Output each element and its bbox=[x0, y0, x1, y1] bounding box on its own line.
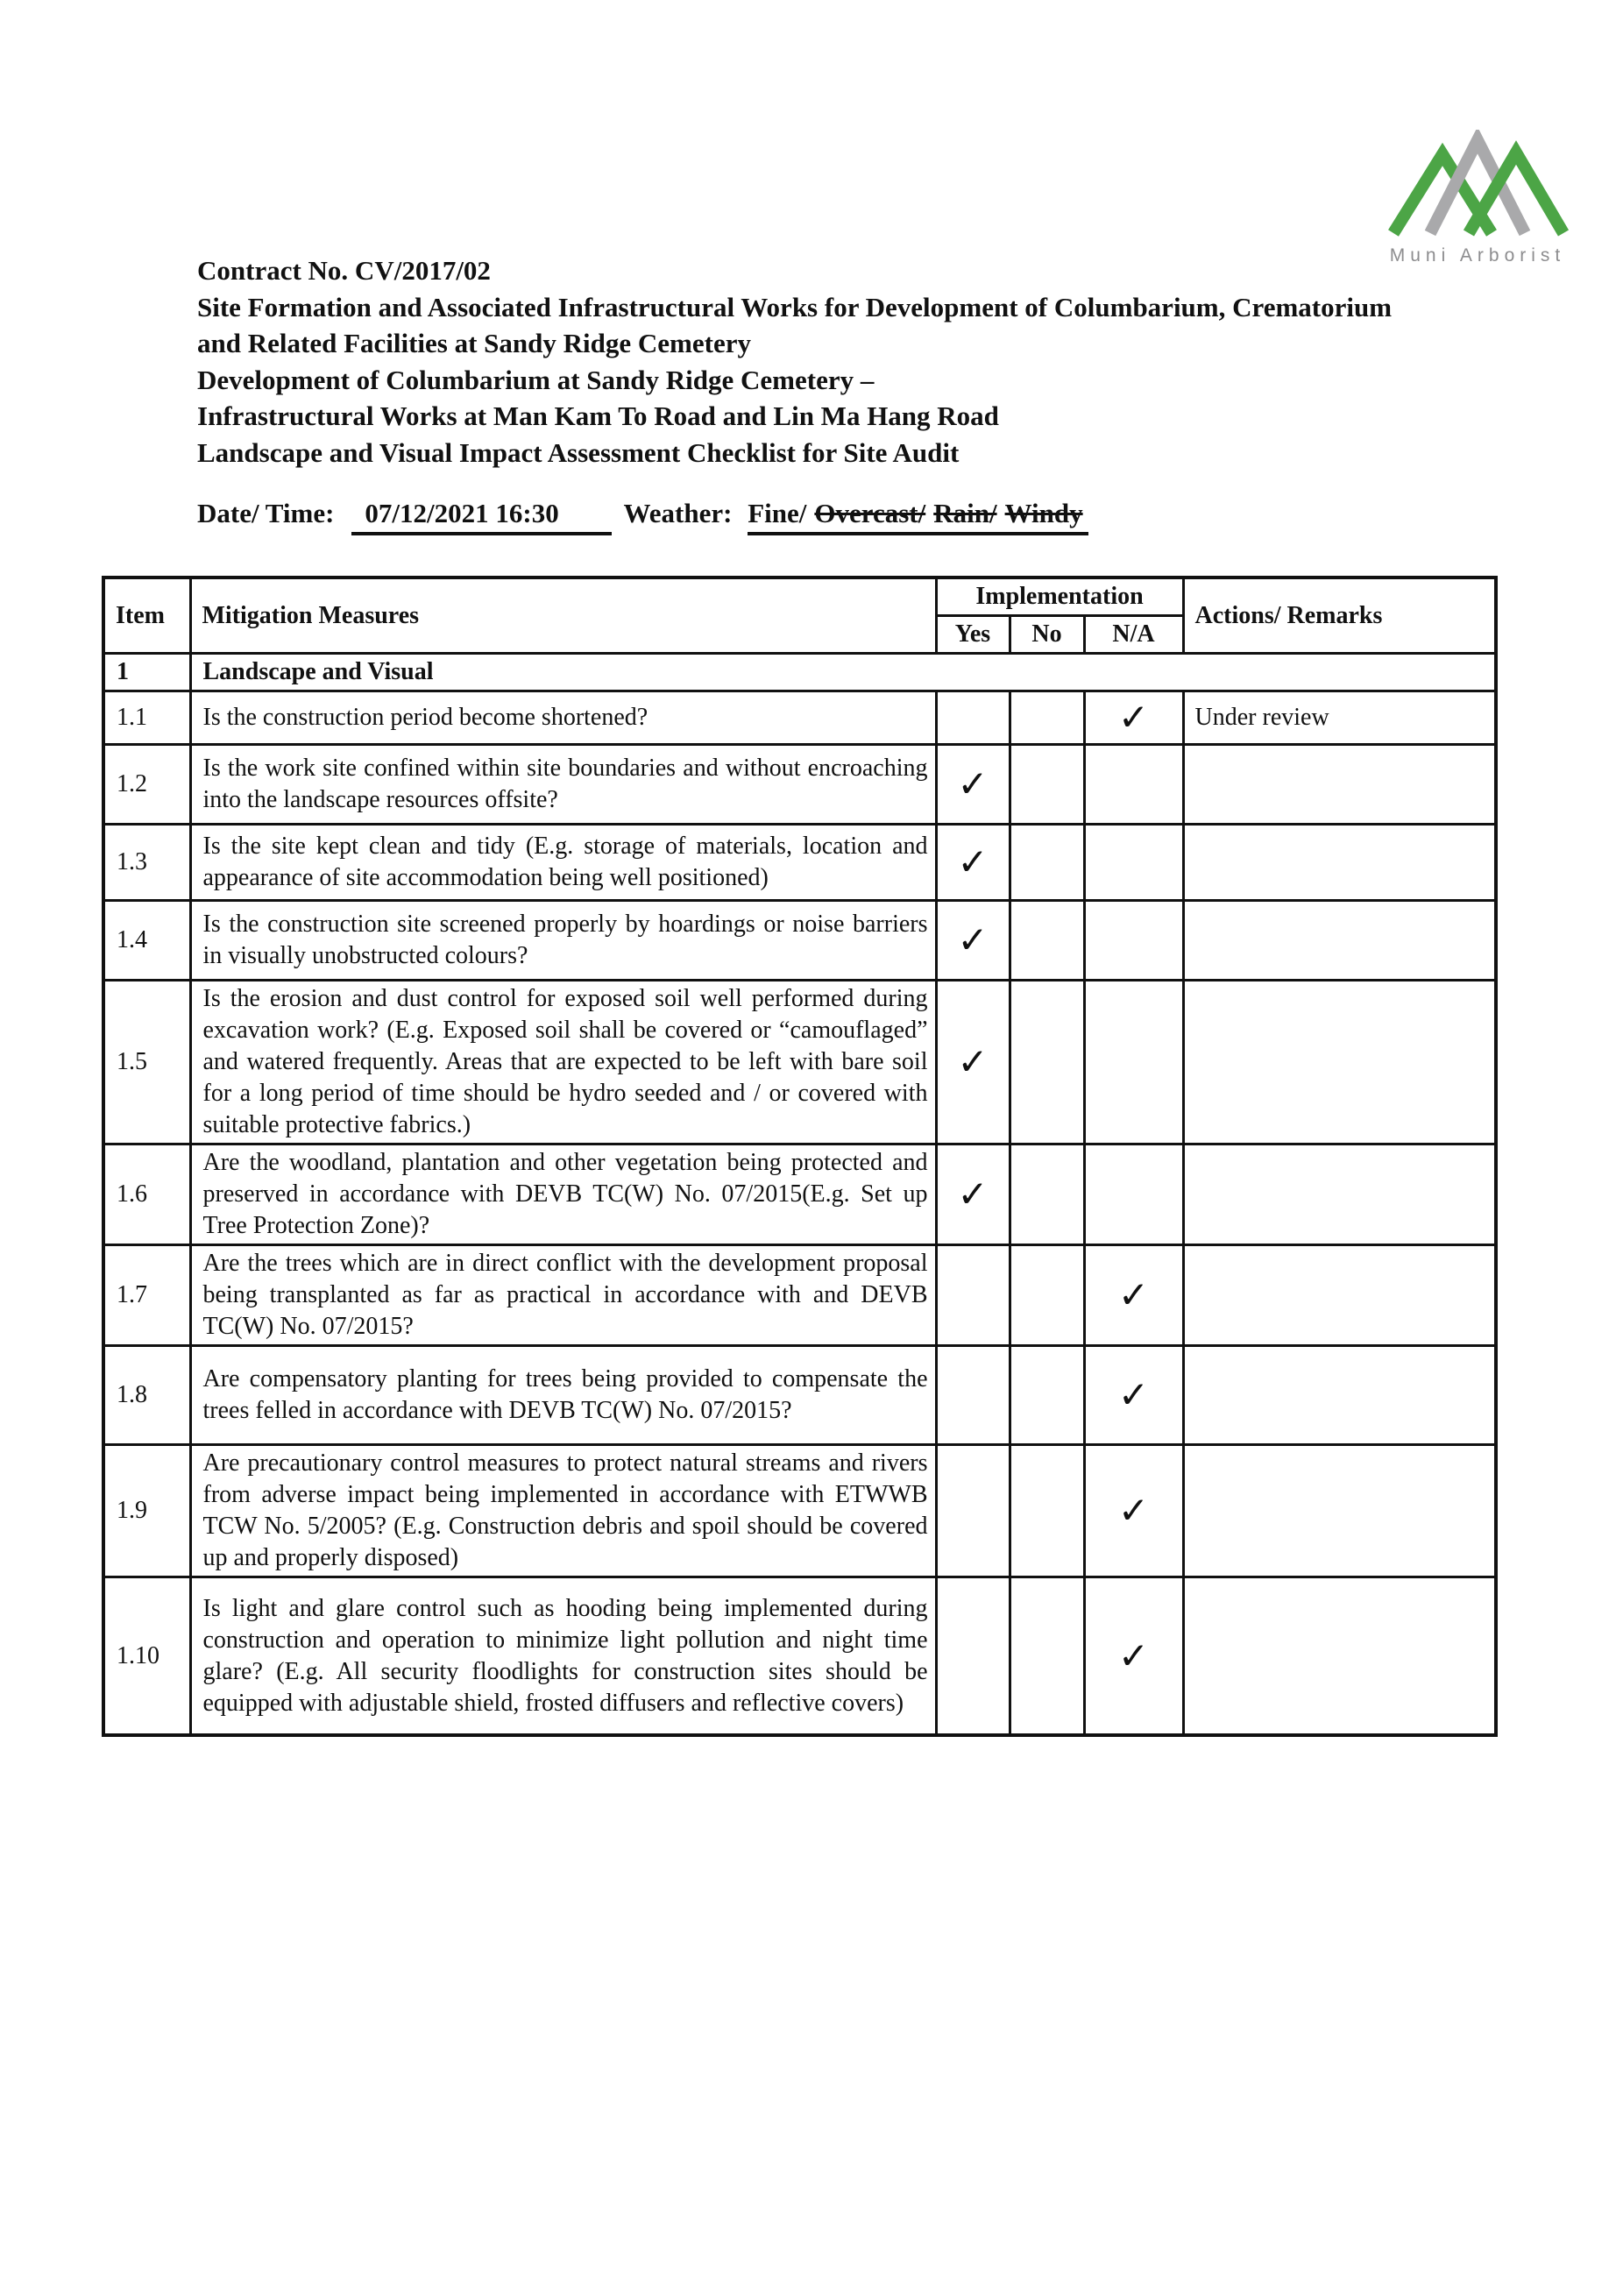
na-checkbox: ✓ bbox=[1084, 691, 1183, 745]
yes-checkbox bbox=[936, 691, 1010, 745]
no-checkbox bbox=[1010, 1144, 1084, 1245]
mitigation-measure-text: Are precautionary control measures to protect natural streams and rivers from adverse impact being implemented in accordance with ETWWB TCW No. 5/2005? (E.g. Construction debris and spoil should be covered up and properly disposed) bbox=[190, 1445, 936, 1577]
remarks-cell bbox=[1183, 1245, 1496, 1346]
no-checkbox bbox=[1010, 1346, 1084, 1445]
checklist-row bbox=[103, 1144, 1496, 1245]
date-weather-line bbox=[197, 498, 1564, 535]
document-title: Landscape and Visual Impact Assessment Checklist for Site Audit bbox=[197, 436, 960, 468]
mitigation-measure-text: Is the erosion and dust control for exposed soil well performed during excavation work? (E.g. Exposed soil shall be covered or “camouflaged” and watered frequently. Areas that are expected to be left with bare soil for a long period of time should be hydro seeded and / or covered with suitable protective fabrics.) bbox=[190, 981, 936, 1144]
weather-option-fine: Fine/ bbox=[748, 498, 807, 528]
logo-brand-name: Muni Arborist bbox=[1389, 245, 1566, 266]
project-subtitle-line: Infrastructural Works at Man Kam To Road and Lin Ma Hang Road bbox=[197, 400, 999, 431]
item-number: 1.10 bbox=[103, 1577, 190, 1736]
remarks-cell bbox=[1183, 745, 1496, 825]
section-number: 1 bbox=[103, 654, 190, 691]
no-checkbox bbox=[1010, 1445, 1084, 1577]
weather-option-rain: Rain/ bbox=[933, 498, 997, 528]
yes-checkbox: ✓ bbox=[936, 901, 1010, 981]
yes-checkbox: ✓ bbox=[936, 1144, 1010, 1245]
col-header-yes: Yes bbox=[936, 616, 1010, 654]
remarks-cell bbox=[1183, 1445, 1496, 1577]
col-header-actions: Actions/ Remarks bbox=[1183, 578, 1496, 654]
no-checkbox bbox=[1010, 901, 1084, 981]
na-checkbox bbox=[1084, 1144, 1183, 1245]
item-number: 1.9 bbox=[103, 1445, 190, 1577]
na-checkbox bbox=[1084, 745, 1183, 825]
project-title-line: Site Formation and Associated Infrastructural Works for Development of Columbarium, Crematorium bbox=[197, 291, 1393, 322]
section-title: Landscape and Visual bbox=[190, 654, 1496, 691]
section-row bbox=[103, 654, 1496, 691]
project-subtitle-line: Development of Columbarium at Sandy Ridge Cemetery – bbox=[197, 364, 875, 395]
na-checkbox bbox=[1084, 981, 1183, 1144]
mitigation-measure-text: Are the trees which are in direct conflict with the development proposal being transplanted as far as practical in accordance with and DEVB TC(W) No. 07/2015? bbox=[190, 1245, 936, 1346]
mountain-peaks-icon bbox=[1385, 130, 1570, 237]
remarks-cell bbox=[1183, 1144, 1496, 1245]
col-header-measures: Mitigation Measures bbox=[190, 578, 936, 654]
project-title-line: and Related Facilities at Sandy Ridge Cemetery bbox=[197, 328, 751, 358]
mitigation-measure-text: Is light and glare control such as hooding being implemented during construction and operation to minimize light pollution and night time glare? (E.g. All security floodlights for construction sites should be equipped with adjustable shield, frosted diffusers and reflective covers) bbox=[190, 1577, 936, 1736]
mitigation-measure-text: Is the construction period become shortened? bbox=[190, 691, 936, 745]
checklist-row bbox=[103, 691, 1496, 745]
checklist-row bbox=[103, 1245, 1496, 1346]
site-audit-checklist-table bbox=[102, 576, 1498, 1737]
checklist-row bbox=[103, 981, 1496, 1144]
na-checkbox: ✓ bbox=[1084, 1577, 1183, 1736]
no-checkbox bbox=[1010, 1245, 1084, 1346]
mitigation-measure-text: Are the woodland, plantation and other vegetation being protected and preserved in accordance with DEVB TC(W) No. 07/2015(E.g. Set up Tree Protection Zone)? bbox=[190, 1144, 936, 1245]
yes-checkbox bbox=[936, 1445, 1010, 1577]
na-checkbox: ✓ bbox=[1084, 1445, 1183, 1577]
mitigation-measure-text: Is the work site confined within site boundaries and without encroaching into the landscape resources offsite? bbox=[190, 745, 936, 825]
mitigation-measure-text: Are compensatory planting for trees being provided to compensate the trees felled in accordance with DEVB TC(W) No. 07/2015? bbox=[190, 1346, 936, 1445]
remarks-cell bbox=[1183, 901, 1496, 981]
yes-checkbox bbox=[936, 1577, 1010, 1736]
remarks-cell: Under review bbox=[1183, 691, 1496, 745]
item-number: 1.8 bbox=[103, 1346, 190, 1445]
checklist-row bbox=[103, 825, 1496, 901]
weather-option-windy: Windy bbox=[1004, 498, 1083, 528]
weather-option-overcast: Overcast/ bbox=[814, 498, 926, 528]
table-header-row bbox=[103, 578, 1496, 616]
item-number: 1.1 bbox=[103, 691, 190, 745]
na-checkbox bbox=[1084, 825, 1183, 901]
yes-checkbox bbox=[936, 1245, 1010, 1346]
remarks-cell bbox=[1183, 1346, 1496, 1445]
weather-options bbox=[748, 498, 1088, 535]
date-time-label: Date/ Time: bbox=[197, 498, 335, 528]
item-number: 1.3 bbox=[103, 825, 190, 901]
mitigation-measure-text: Is the construction site screened properly by hoardings or noise barriers in visually unobstructed colours? bbox=[190, 901, 936, 981]
item-number: 1.6 bbox=[103, 1144, 190, 1245]
remarks-cell bbox=[1183, 981, 1496, 1144]
item-number: 1.2 bbox=[103, 745, 190, 825]
yes-checkbox: ✓ bbox=[936, 981, 1010, 1144]
document-header bbox=[197, 252, 1564, 471]
no-checkbox bbox=[1010, 825, 1084, 901]
item-number: 1.5 bbox=[103, 981, 190, 1144]
remarks-cell bbox=[1183, 1577, 1496, 1736]
mitigation-measure-text: Is the site kept clean and tidy (E.g. storage of materials, location and appearance of site accommodation being well positioned) bbox=[190, 825, 936, 901]
company-logo bbox=[1376, 130, 1579, 266]
checklist-row bbox=[103, 745, 1496, 825]
remarks-cell bbox=[1183, 825, 1496, 901]
contract-number: Contract No. CV/2017/02 bbox=[197, 255, 491, 286]
checklist-row bbox=[103, 901, 1496, 981]
col-header-item: Item bbox=[103, 578, 190, 654]
no-checkbox bbox=[1010, 1577, 1084, 1736]
na-checkbox: ✓ bbox=[1084, 1346, 1183, 1445]
item-number: 1.4 bbox=[103, 901, 190, 981]
col-header-na: N/A bbox=[1084, 616, 1183, 654]
na-checkbox bbox=[1084, 901, 1183, 981]
checklist-row bbox=[103, 1577, 1496, 1736]
yes-checkbox: ✓ bbox=[936, 745, 1010, 825]
date-time-value: 07/12/2021 16:30 bbox=[351, 498, 611, 535]
col-header-no: No bbox=[1010, 616, 1084, 654]
no-checkbox bbox=[1010, 981, 1084, 1144]
yes-checkbox bbox=[936, 1346, 1010, 1445]
checklist-row bbox=[103, 1445, 1496, 1577]
no-checkbox bbox=[1010, 745, 1084, 825]
weather-label: Weather: bbox=[623, 498, 733, 528]
item-number: 1.7 bbox=[103, 1245, 190, 1346]
no-checkbox bbox=[1010, 691, 1084, 745]
col-header-implementation: Implementation bbox=[936, 578, 1183, 616]
yes-checkbox: ✓ bbox=[936, 825, 1010, 901]
na-checkbox: ✓ bbox=[1084, 1245, 1183, 1346]
checklist-row bbox=[103, 1346, 1496, 1445]
